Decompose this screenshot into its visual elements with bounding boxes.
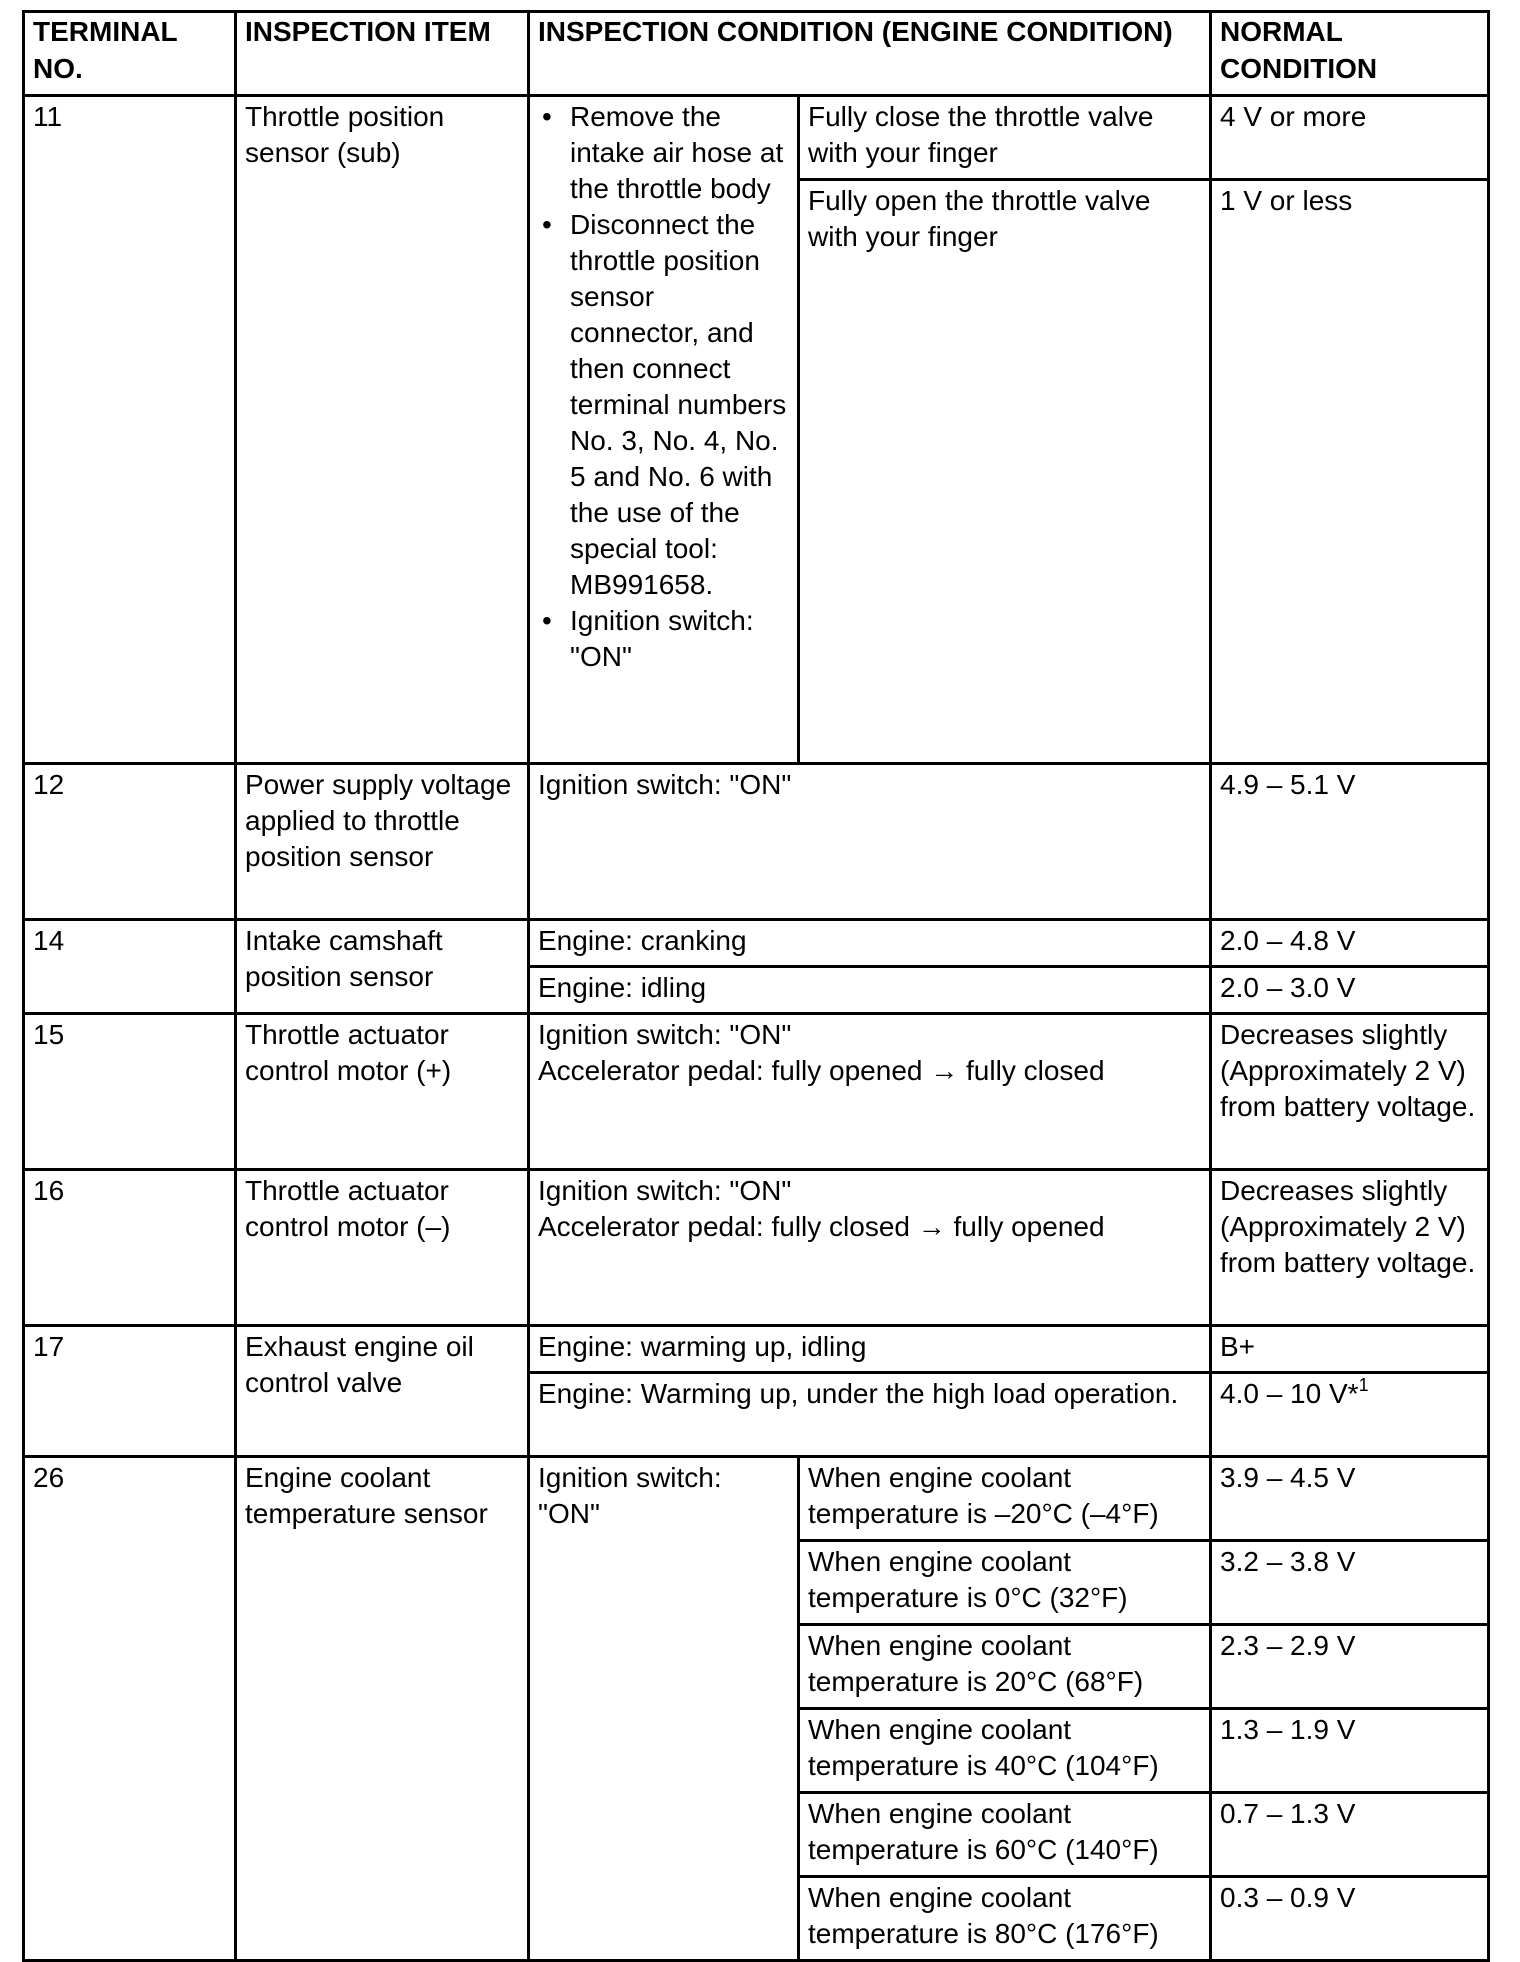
inspection-condition: When engine coolant temperature is 20°C (68°F) <box>799 1625 1211 1709</box>
header-terminal-no: TERMINAL NO. <box>24 12 236 96</box>
table-row <box>24 1457 1489 1541</box>
normal-condition: 2.0 – 3.0 V <box>1211 967 1489 1014</box>
normal-condition: 2.0 – 4.8 V <box>1211 920 1489 967</box>
table-row <box>24 1014 1489 1170</box>
normal-condition: Decreases slightly (Approximately 2 V) from battery voltage. <box>1211 1170 1489 1326</box>
inspection-condition: Engine: idling <box>529 967 1211 1014</box>
inspection-condition <box>529 1170 1211 1326</box>
setup-bullet: • Remove the intake air hose at the throttle body <box>570 99 789 207</box>
normal-condition: 4.9 – 5.1 V <box>1211 764 1489 920</box>
header-inspection-condition: INSPECTION CONDITION (ENGINE CONDITION) <box>529 12 1211 96</box>
normal-condition: Decreases slightly (Approximately 2 V) from battery voltage. <box>1211 1014 1489 1170</box>
normal-condition: 0.7 – 1.3 V <box>1211 1793 1489 1877</box>
inspection-item: Throttle actuator control motor (+) <box>236 1014 529 1170</box>
inspection-item: Engine coolant temperature sensor <box>236 1457 529 1961</box>
normal-value: 4.0 – 10 V* <box>1220 1378 1359 1409</box>
inspection-condition: Fully open the throttle valve with your finger <box>799 180 1211 764</box>
normal-condition: 3.9 – 4.5 V <box>1211 1457 1489 1541</box>
inspection-item: Throttle actuator control motor (–) <box>236 1170 529 1326</box>
table-header-row <box>24 12 1489 96</box>
inspection-setup: Ignition switch: "ON" <box>529 1457 799 1961</box>
condition-line: Ignition switch: "ON" <box>538 1175 792 1206</box>
inspection-condition: When engine coolant temperature is 60°C (140°F) <box>799 1793 1211 1877</box>
terminal-number: 11 <box>24 96 236 764</box>
inspection-condition: When engine coolant temperature is 40°C (104°F) <box>799 1709 1211 1793</box>
inspection-item: Exhaust engine oil control valve <box>236 1326 529 1457</box>
inspection-table <box>22 10 1490 1962</box>
table-row <box>24 1170 1489 1326</box>
inspection-condition: Engine: warming up, idling <box>529 1326 1211 1373</box>
header-inspection-item: INSPECTION ITEM <box>236 12 529 96</box>
inspection-condition: Ignition switch: "ON" <box>529 764 1211 920</box>
normal-condition: 3.2 – 3.8 V <box>1211 1541 1489 1625</box>
inspection-condition: Engine: Warming up, under the high load operation. <box>529 1373 1211 1457</box>
inspection-condition: When engine coolant temperature is –20°C (–4°F) <box>799 1457 1211 1541</box>
inspection-condition <box>529 1014 1211 1170</box>
setup-bullet: • Disconnect the throttle position sensor connector, and then connect terminal numbers No. 3, No. 4, No. 5 and No. 6 with the use of the special tool: MB991658. <box>570 207 789 603</box>
terminal-number: 12 <box>24 764 236 920</box>
normal-condition: 2.3 – 2.9 V <box>1211 1625 1489 1709</box>
normal-condition: 4 V or more <box>1211 96 1489 180</box>
condition-line: Accelerator pedal: fully closed → fully opened <box>538 1211 1105 1242</box>
footnote-marker: 1 <box>1358 1374 1369 1395</box>
inspection-item: Power supply voltage applied to throttle position sensor <box>236 764 529 920</box>
inspection-item: Intake camshaft position sensor <box>236 920 529 1014</box>
inspection-condition: When engine coolant temperature is 0°C (32°F) <box>799 1541 1211 1625</box>
normal-condition: 1 V or less <box>1211 180 1489 764</box>
normal-condition: 0.3 – 0.9 V <box>1211 1877 1489 1961</box>
inspection-condition: Engine: cranking <box>529 920 1211 967</box>
table-row <box>24 920 1489 967</box>
table-row <box>24 764 1489 920</box>
table-row <box>24 1326 1489 1373</box>
terminal-number: 17 <box>24 1326 236 1457</box>
terminal-number: 14 <box>24 920 236 1014</box>
table-row <box>24 96 1489 180</box>
normal-condition <box>1211 1373 1489 1457</box>
normal-condition: B+ <box>1211 1326 1489 1373</box>
condition-line: Accelerator pedal: fully opened → fully closed <box>538 1055 1105 1086</box>
terminal-number: 26 <box>24 1457 236 1961</box>
setup-bullet: • Ignition switch: "ON" <box>570 603 789 675</box>
normal-condition: 1.3 – 1.9 V <box>1211 1709 1489 1793</box>
inspection-item: Throttle position sensor (sub) <box>236 96 529 764</box>
inspection-setup <box>529 96 799 764</box>
inspection-condition: Fully close the throttle valve with your finger <box>799 96 1211 180</box>
condition-line: Ignition switch: "ON" <box>538 1019 792 1050</box>
terminal-number: 16 <box>24 1170 236 1326</box>
setup-bullet-list <box>538 99 789 675</box>
header-normal-condition: NORMAL CONDITION <box>1211 12 1489 96</box>
terminal-number: 15 <box>24 1014 236 1170</box>
inspection-condition: When engine coolant temperature is 80°C (176°F) <box>799 1877 1211 1961</box>
